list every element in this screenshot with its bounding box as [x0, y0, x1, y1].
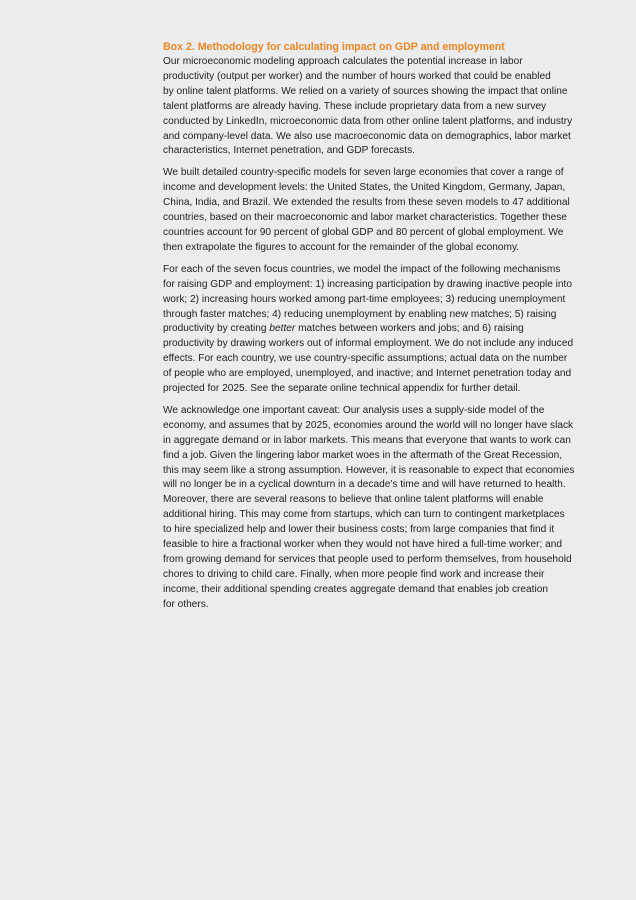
text-line: will no longer be in a cyclical downturn in a decade's time and will have returned to health. — [163, 479, 566, 491]
text-line: We built detailed country-specific models for seven large economies that cover a range of — [163, 167, 564, 179]
text-line: Moreover, there are several reasons to believe that online talent platforms will enable — [163, 494, 544, 506]
text-line: Our microeconomic modeling approach calculates the potential increase in labor — [163, 56, 523, 67]
text-line: for raising GDP and employment: 1) increasing participation by drawing inactive people into — [163, 278, 572, 290]
paragraph-mechanisms — [163, 263, 575, 397]
text-line: countries, based on their macroeconomic and labor market characteristics. Together these — [163, 212, 567, 224]
text-line: income and development levels: the United States, the United Kingdom, Germany, Japan, — [163, 182, 566, 194]
text-line: work; 2) increasing hours worked among part-time employees; 3) reducing unemployment — [163, 293, 566, 305]
text-line: in aggregate demand or in labor markets. This means that everyone that wants to work can — [163, 434, 571, 446]
text-line: for others. — [163, 598, 209, 610]
text-line: of people who are employed, unemployed, and inactive; and Internet penetration today and — [163, 368, 572, 380]
text-line: chores to driving to child care. Finally, when more people find work and increase their — [163, 568, 545, 580]
text-line: productivity by drawing workers out of informal employment. We do not include any induced — [163, 338, 574, 350]
text-line: China, India, and Brazil. We extended the results from these seven models to 47 additional — [163, 197, 570, 209]
text-line: We acknowledge one important caveat: Our analysis uses a supply-side model of the — [163, 404, 545, 416]
text-line: talent platforms are already having. These include proprietary data from a new survey — [163, 100, 547, 112]
text-line-with-emphasis — [163, 322, 575, 337]
text-line: find a job. Given the lingering labor market woes in the aftermath of the Great Recession, — [163, 449, 563, 461]
text-line: additional hiring. This may come from startups, which can turn to contingent marketplaces — [163, 509, 565, 521]
text-line: projected for 2025. See the separate online technical appendix for further detail. — [163, 383, 521, 395]
paragraph-caveat — [163, 404, 575, 613]
text-line: For each of the seven focus countries, we model the impact of the following mechanisms — [163, 263, 561, 275]
text-line: countries account for 90 percent of global GDP and 80 percent of global employment. We — [163, 226, 564, 238]
emphasized-word: better — [269, 323, 296, 335]
text-line: income, their additional spending creates aggregate demand that enables job creation — [163, 583, 549, 595]
text-line: then extrapolate the figures to account for the remainder of the global economy. — [163, 241, 520, 253]
text-line: from growing demand for services that people used to perform themselves, from household — [163, 554, 572, 565]
text-line: characteristics, Internet penetration, and GDP forecasts. — [163, 145, 415, 157]
box-title: Box 2. Methodology for calculating impact on GDP and employment — [163, 41, 505, 53]
text-segment: productivity by creating — [163, 323, 270, 335]
paragraph-methodology-approach — [163, 55, 575, 159]
text-line: this may seem like a strong assumption. However, it is reasonable to expect that economies — [163, 464, 575, 476]
text-segment: matches between workers and jobs; and 6) raising — [295, 323, 524, 335]
text-line: by online talent platforms. We relied on a variety of sources showing the impact that online — [163, 85, 568, 97]
paragraph-country-models — [163, 166, 575, 255]
text-line: productivity (output per worker) and the number of hours worked that could be enabled — [163, 70, 551, 82]
text-line: economy, and assumes that by 2025, economies around the world will no longer have slack — [163, 419, 574, 431]
text-line: to hire specialized help and lower their business costs; from large companies that find it — [163, 524, 555, 536]
text-line: through faster matches; 4) reducing unemployment by enabling new matches; 5) raising — [163, 308, 557, 320]
text-line: feasible to hire a fractional worker when they would not have hired a full-time worker; and — [163, 539, 563, 551]
text-line: conducted by LinkedIn, microeconomic data from other online talent platforms, and industry — [163, 115, 573, 127]
text-line: and company-level data. We also use macroeconomic data on demographics, labor market — [163, 130, 571, 142]
text-line: effects. For each country, we use country-specific assumptions; actual data on the number — [163, 353, 568, 365]
document-page — [163, 40, 575, 620]
